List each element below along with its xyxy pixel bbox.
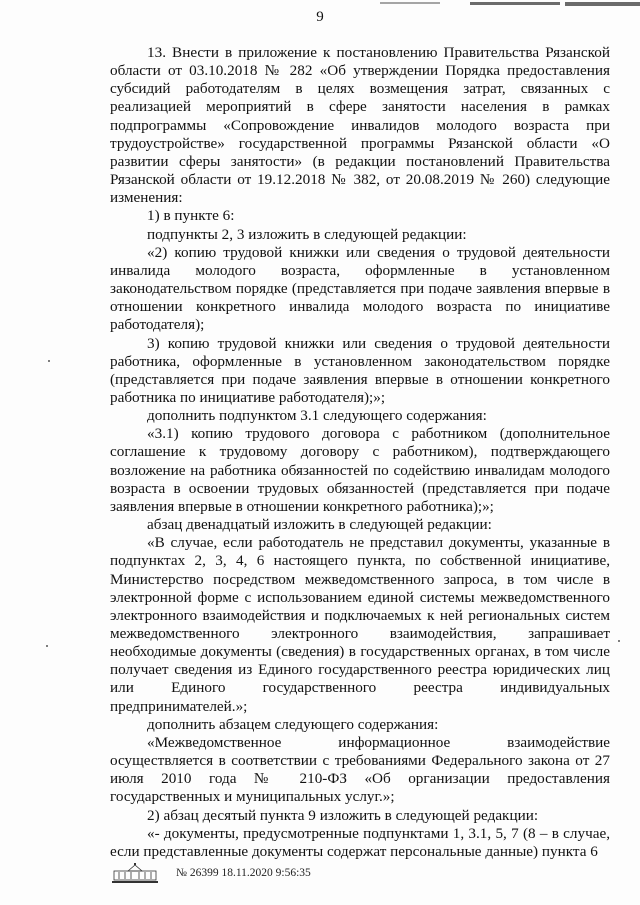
paragraph-documents-list: «- документы, предусмотренные подпунктами 1, 3.1, 5, 7 (8 – в случае, если представленные документы содержат персональные данные) пункта 6 [110, 824, 610, 860]
scan-artifact [565, 2, 640, 6]
scan-speck [46, 645, 48, 647]
scan-speck [48, 360, 50, 362]
paragraph-item-1: 1) в пункте 6: [147, 207, 235, 225]
paragraph-subitems-2-3: подпункты 2, 3 изложить в следующей редакции: [147, 225, 467, 243]
paragraph-subitem-3-1-text: «3.1) копию трудового договора с работником (дополнительное соглашение к трудовому договору с работником), подтверждающего возложение на работника обязанностей по содействию инвалидам молодого возраста в освоении трудовых обязанностей (представляется при подаче заявления впервые в отношении конкретного работника);»; [110, 425, 610, 515]
page-number: 9 [316, 9, 324, 25]
paragraph-subitem-3-text: 3) копию трудовой книжки или сведения о трудовой деятельности работника, оформленные в установленном законодательством порядке (представляется при подаче заявления впервые в отношении конкретного работника по инициативе работодателя);»; [110, 334, 610, 406]
scan-artifact [470, 2, 560, 5]
paragraph-interaction-text: «Межведомственное информационное взаимодействие осуществляется в соответствии с требованиями Федерального закона от 27 июля 2010 года № 210-ФЗ «Об организации предоставления государственных и муниципальных услуг.»; [110, 733, 610, 806]
document-registration-stamp: № 26399 18.11.2020 9:56:35 [176, 867, 311, 879]
document-footer [110, 861, 311, 885]
paragraph-add-abzac: дополнить абзацем следующего содержания: [147, 715, 439, 733]
paragraph-add-subitem-3-1: дополнить подпунктом 3.1 следующего содержания: [147, 407, 487, 425]
government-building-logo [110, 862, 160, 884]
paragraph-subitem-2-text: «2) копию трудовой книжки или сведения о трудовой деятельности инвалида молодого возраста, оформленные в установленном законодательством порядке (представляется при подаче заявления впервые в отношении конкретного инвалида молодого возраста по инициативе работодателя); [110, 243, 610, 334]
document-body [110, 44, 610, 861]
paragraph-twelfth-abzac-text: «В случае, если работодатель не представил документы, указанные в подпунктах 2, 3, 4, 6 настоящего пункта, по собственной инициативе, Министерство посредством межведомственного запроса, в том числе в электронной форме с использованием единой системы межведомственного электронного взаимодействия и подключаемых к ней региональных систем межведомственного электронного взаимодействия, запрашивает необходимые документы (сведения) в государственных органах, в том числе получает сведения из Единого государственного реестра юридических лиц или Единого государственного реестра индивидуальных предпринимателей.»; [110, 534, 610, 715]
scan-artifact [380, 2, 440, 4]
paragraph-twelfth-abzac: абзац двенадцатый изложить в следующей редакции: [147, 516, 492, 534]
paragraph-item-2: 2) абзац десятый пункта 9 изложить в следующей редакции: [147, 806, 539, 824]
paragraph-13-intro: 13. Внести в приложение к постановлению Правительства Рязанской области от 03.10.2018 № 282 «Об утверждении Порядка предоставления субсидий работодателям в целях возмещения затрат, связанных с реализацией мероприятий в сфере занятости населения в рамках подпрограммы «Сопровождение инвалидов молодого возраста при трудоустройстве» государственной программы Рязанской области «О развитии сферы занятости» (в редакции постановлений Правительства Рязанской области от 19.12.2018 № 382, от 20.08.2019 № 260) следующие изменения: [110, 44, 610, 207]
scan-speck [618, 640, 620, 642]
